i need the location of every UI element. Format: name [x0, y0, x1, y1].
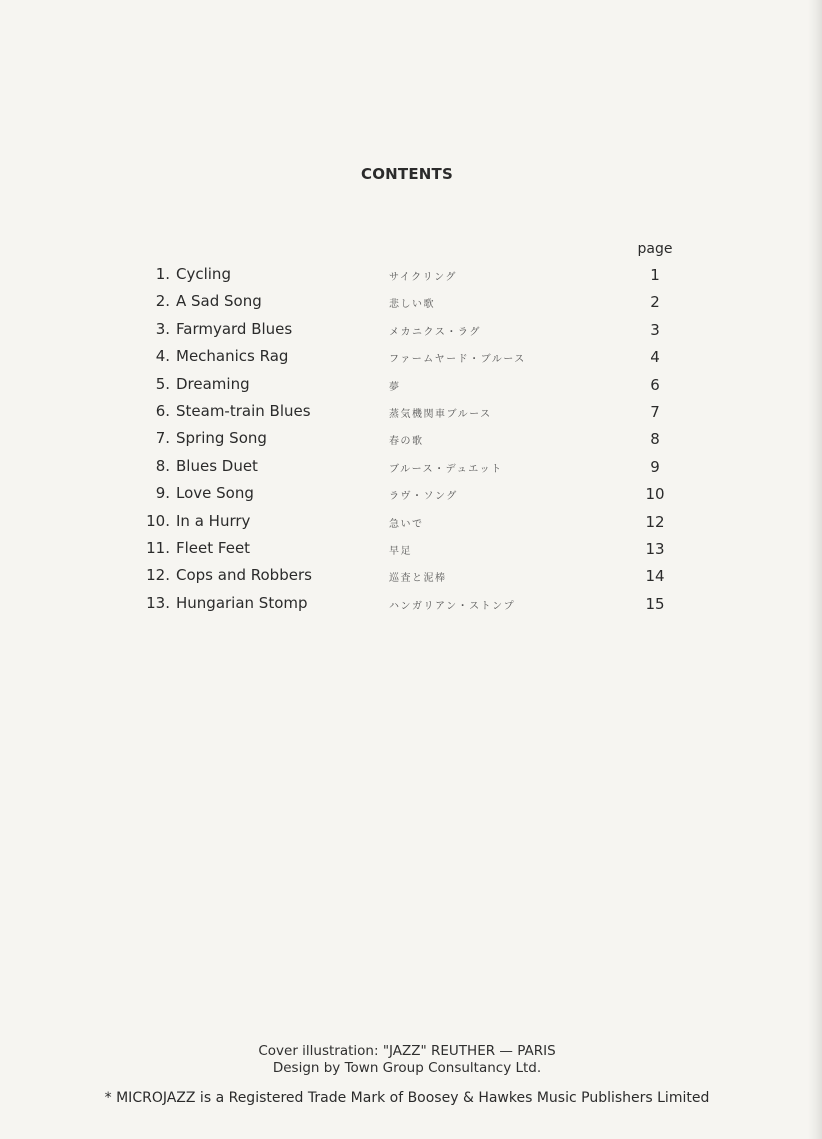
- toc-entry: [0, 563, 822, 590]
- entry-japanese-title: 蒸気機関車ブルース: [389, 408, 492, 420]
- entry-page-number: 7: [650, 402, 660, 421]
- entry-japanese-title: 急いで: [389, 518, 424, 530]
- entry-title: Fleet Feet: [176, 538, 251, 557]
- entry-number: 13.: [146, 593, 170, 612]
- entry-japanese-title: サイクリング: [389, 272, 457, 283]
- toc-entry: [0, 262, 822, 289]
- entry-page-number: 12: [645, 512, 665, 531]
- entry-japanese-title: ハンガリアン・ストンプ: [389, 600, 516, 612]
- entry-number: 3.: [155, 319, 170, 338]
- entry-page-number: 14: [645, 567, 665, 586]
- toc-entry: [0, 399, 822, 426]
- entry-number: 4.: [155, 347, 170, 366]
- entry-number: 7.: [155, 429, 170, 448]
- cover-illustration-credit: Cover illustration: "JAZZ" REUTHER — PARIS: [258, 1043, 556, 1059]
- credits: [0, 1043, 814, 1077]
- entry-number: 5.: [155, 374, 170, 393]
- entry-title: Spring Song: [176, 429, 267, 448]
- toc-entry: [0, 289, 822, 316]
- page-column-header: page: [637, 241, 673, 257]
- entry-number: 1.: [155, 265, 170, 283]
- toc-entry: [0, 481, 822, 508]
- entry-page-number: 9: [650, 457, 660, 476]
- entry-number: 9.: [155, 484, 170, 503]
- toc-entry: [0, 509, 822, 536]
- entry-japanese-title: 早足: [389, 545, 412, 557]
- entry-page-number: 1: [650, 266, 660, 284]
- entry-title: Hungarian Stomp: [176, 593, 308, 612]
- entry-page-number: 10: [645, 485, 665, 504]
- entry-title: Mechanics Rag: [176, 347, 289, 366]
- toc-entry: [0, 454, 822, 481]
- entry-page-number: 8: [650, 430, 660, 449]
- trademark-notice: * MICROJAZZ is a Registered Trade Mark of Boosey & Hawkes Music Publishers Limited: [104, 1090, 710, 1106]
- contents-title: CONTENTS: [361, 165, 453, 183]
- toc-entry: [0, 344, 822, 371]
- entry-number: 12.: [146, 566, 170, 585]
- table-of-contents: [0, 262, 822, 618]
- entry-japanese-title: ファームヤード・ブルース: [389, 354, 526, 366]
- entry-number: 6.: [155, 401, 170, 420]
- entry-page-number: 13: [645, 539, 665, 558]
- entry-japanese-title: 悲しい歌: [389, 299, 435, 311]
- entry-number: 2.: [155, 292, 170, 311]
- entry-japanese-title: ラヴ・ソング: [389, 491, 458, 503]
- entry-title: In a Hurry: [176, 511, 251, 530]
- entry-number: 10.: [146, 511, 170, 530]
- design-credit: Design by Town Group Consultancy Ltd.: [272, 1060, 542, 1076]
- toc-entry: [0, 591, 822, 618]
- entry-japanese-title: ブルース・デュエット: [389, 463, 503, 475]
- toc-entry: [0, 426, 822, 453]
- entry-title: Cycling: [176, 265, 231, 283]
- entry-japanese-title: メカニクス・ラグ: [389, 326, 481, 338]
- entry-title: A Sad Song: [176, 292, 262, 311]
- entry-page-number: 6: [650, 375, 660, 394]
- toc-entry: [0, 536, 822, 563]
- entry-title: Blues Duet: [176, 456, 258, 475]
- entry-japanese-title: 夢: [389, 381, 401, 393]
- entry-number: 8.: [155, 456, 170, 475]
- entry-japanese-title: 春の歌: [389, 436, 424, 448]
- entry-title: Steam-train Blues: [176, 401, 311, 420]
- entry-title: Farmyard Blues: [176, 319, 293, 338]
- toc-entry: [0, 372, 822, 399]
- entry-page-number: 4: [650, 348, 660, 367]
- entry-title: Dreaming: [176, 374, 250, 393]
- entry-page-number: 2: [650, 293, 660, 312]
- entry-title: Love Song: [176, 484, 254, 503]
- entry-japanese-title: 巡査と泥棒: [389, 573, 447, 585]
- entry-page-number: 15: [645, 594, 665, 613]
- entry-title: Cops and Robbers: [176, 566, 312, 585]
- entry-page-number: 3: [650, 320, 660, 339]
- toc-entry: [0, 317, 822, 344]
- entry-number: 11.: [146, 538, 170, 557]
